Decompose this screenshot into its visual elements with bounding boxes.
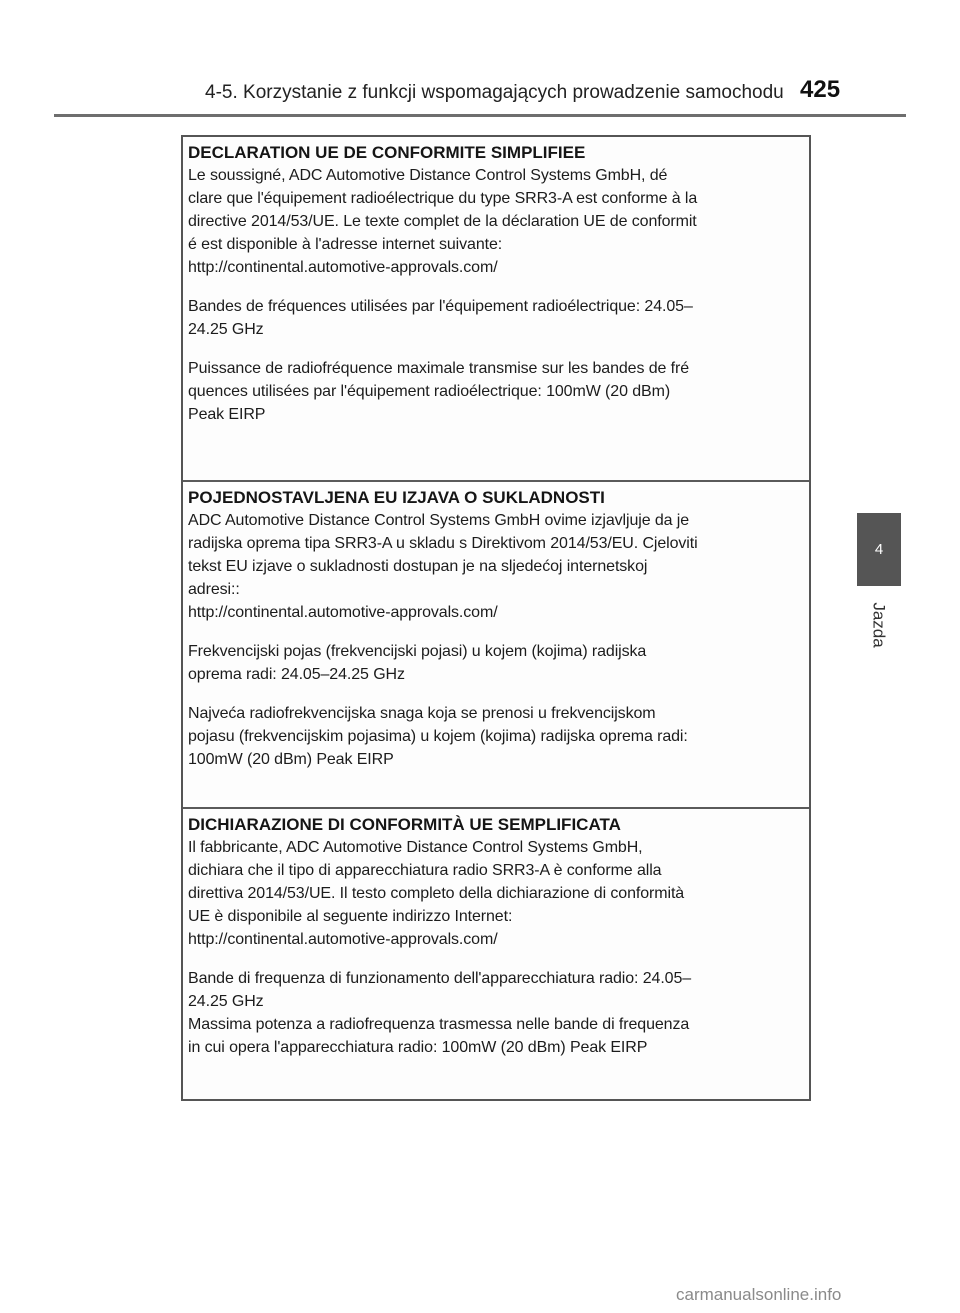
header-divider — [54, 114, 906, 117]
chapter-label — [846, 592, 912, 658]
text-line: oprema radi: 24.05–24.25 GHz — [188, 666, 405, 683]
site-watermark: carmanualsonline.info — [676, 1285, 842, 1304]
text-line: Bande di frequenza di funzionamento dell'apparecchiatura radio: 24.05– — [188, 970, 692, 987]
text-line: clare que l'équipement radioélectrique du type SRR3-A est conforme à la — [188, 190, 698, 207]
text-line: Massima potenza a radiofrequenza trasmessa nelle bande di frequenza — [188, 1016, 690, 1033]
text-line: Puissance de radiofréquence maximale transmise sur les bandes de fré — [188, 360, 690, 377]
declaration-heading: DECLARATION UE DE CONFORMITE SIMPLIFIEE — [188, 143, 586, 162]
chapter-tab-number: 4 — [874, 541, 884, 558]
text-line: é est disponible à l'adresse internet suivante: — [188, 236, 503, 253]
declaration-heading: POJEDNOSTAVLJENA EU IZJAVA O SUKLADNOSTI — [188, 488, 605, 507]
text-line: tekst EU izjave o sukladnosti dostupan je na sljedećoj internetskoj — [188, 558, 648, 575]
text-line: Le soussigné, ADC Automotive Distance Control Systems GmbH, dé — [188, 167, 668, 184]
declaration-croatian — [183, 482, 809, 809]
url-line: http://continental.automotive-approvals.com/ — [188, 604, 498, 621]
text-line: direttiva 2014/53/UE. Il testo completo della dichiarazione di conformità — [188, 885, 685, 902]
chapter-tab[interactable] — [857, 513, 901, 586]
text-line: ADC Automotive Distance Control Systems GmbH ovime izjavljuje da je — [188, 512, 690, 529]
text-line: pojasu (frekvencijskim pojasima) u kojem (kojima) radijska oprema radi: — [188, 728, 688, 745]
text-line: Frekvencijski pojas (frekvencijski pojasi) u kojem (kojima) radijska — [188, 643, 647, 660]
text-line: quences utilisées par l'équipement radioélectrique: 100mW (20 dBm) — [188, 383, 671, 400]
text-line: UE è disponibile al seguente indirizzo Internet: — [188, 908, 513, 925]
text-line: Najveća radiofrekvencijska snaga koja se prenosi u frekvencijskom — [188, 705, 656, 722]
text-line: radijska oprema tipa SRR3-A u skladu s Direktivom 2014/53/EU. Cjeloviti — [188, 535, 698, 552]
declaration-heading: DICHIARAZIONE DI CONFORMITÀ UE SEMPLIFICATA — [188, 815, 621, 834]
text-line: Peak EIRP — [188, 406, 266, 423]
text-line: adresi:: — [188, 581, 240, 598]
text-line: 100mW (20 dBm) Peak EIRP — [188, 751, 394, 768]
declarations-table — [181, 135, 811, 1101]
page-number: 425 — [800, 76, 841, 103]
text-line: dichiara che il tipo di apparecchiatura radio SRR3-A è conforme alla — [188, 862, 662, 879]
url-line: http://continental.automotive-approvals.com/ — [188, 931, 498, 948]
running-header-title: 4-5. Korzystanie z funkcji wspomagających prowadzenie samochodu — [205, 82, 784, 103]
text-line: Bandes de fréquences utilisées par l'équipement radioélectrique: 24.05– — [188, 298, 693, 315]
declaration-french — [183, 137, 809, 482]
text-line: directive 2014/53/UE. Le texte complet de la déclaration UE de conformit — [188, 213, 697, 230]
text-line: 24.25 GHz — [188, 993, 264, 1010]
url-line: http://continental.automotive-approvals.com/ — [188, 259, 498, 276]
text-line: Il fabbricante, ADC Automotive Distance Control Systems GmbH, — [188, 839, 643, 856]
declaration-italian — [183, 809, 809, 1099]
text-line: 24.25 GHz — [188, 321, 264, 338]
text-line: in cui opera l'apparecchiatura radio: 100mW (20 dBm) Peak EIRP — [188, 1039, 648, 1056]
chapter-label-text: Jazda — [870, 602, 889, 648]
